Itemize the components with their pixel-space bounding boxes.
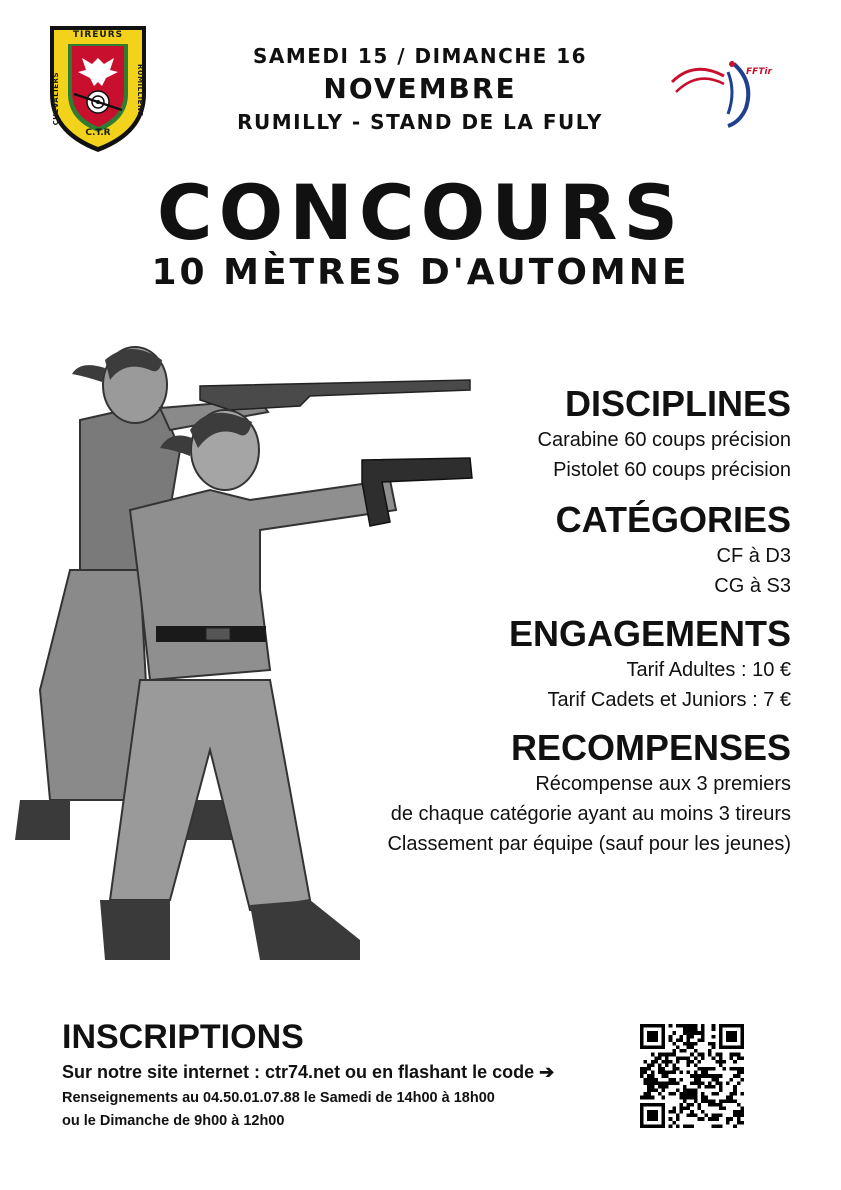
fftir-logo — [664, 52, 774, 132]
recompense-item: Classement par équipe (sauf pour les jeunes) — [387, 833, 791, 855]
info-column — [321, 383, 791, 871]
event-dates: SAMEDI 15 / DIMANCHE 16 — [252, 44, 588, 68]
engagements-section — [321, 613, 791, 715]
discipline-item: Pistolet 60 coups précision — [553, 459, 791, 481]
categories-heading: CATÉGORIES — [555, 499, 791, 540]
fftir-rooster-icon — [664, 52, 774, 132]
categories-section — [321, 499, 791, 601]
fftir-logo-text: FFTir — [746, 67, 772, 77]
logo-bottom-text: C.T.R — [85, 128, 111, 138]
qr-finder-pattern — [726, 1031, 737, 1042]
inscriptions-phone-line: Renseignements au 04.50.01.07.88 le Samedi de 14h00 à 18h00 — [62, 1090, 495, 1106]
poster-subtitle: 10 MÈTRES D'AUTOMNE — [151, 252, 690, 293]
event-location: RUMILLY - STAND DE LA FULY — [237, 110, 603, 134]
inscriptions-hours-line: ou le Dimanche de 9h00 à 12h00 — [62, 1113, 285, 1129]
recompense-item: de chaque catégorie ayant au moins 3 tireurs — [390, 803, 791, 825]
ctr-club-logo — [48, 24, 148, 154]
engagement-item: Tarif Cadets et Juniors : 7 € — [547, 689, 791, 711]
inscriptions-website-line — [62, 1062, 554, 1083]
qr-code-icon[interactable] — [640, 1024, 744, 1128]
category-item: CF à D3 — [716, 545, 791, 567]
recompense-item: Récompense aux 3 premiers — [535, 773, 791, 795]
event-month: NOVEMBRE — [323, 72, 517, 105]
logo-top-text: TIREURS — [72, 30, 124, 40]
inscriptions-heading: INSCRIPTIONS — [62, 1018, 304, 1056]
category-item: CG à S3 — [714, 575, 791, 597]
recompenses-section — [321, 727, 791, 859]
disciplines-section — [321, 383, 791, 485]
disciplines-heading: DISCIPLINES — [564, 383, 791, 424]
qr-finder-pattern — [647, 1110, 658, 1121]
qr-code-image — [640, 1024, 744, 1128]
poster-title: CONCOURS — [156, 168, 685, 257]
inscriptions-website-text: Sur notre site internet : ctr74.net ou en flashant le code — [62, 1062, 535, 1082]
engagement-item: Tarif Adultes : 10 € — [626, 659, 791, 681]
qr-finder-pattern — [647, 1031, 658, 1042]
discipline-item: Carabine 60 coups précision — [537, 429, 791, 451]
engagements-heading: ENGAGEMENTS — [508, 613, 791, 654]
logo-left-text: CHEVALIERS — [52, 72, 60, 126]
recompenses-heading: RECOMPENSES — [510, 727, 791, 768]
logo-right-text: RUMILLIENS — [136, 64, 144, 117]
arrow-right-icon: ➔ — [539, 1062, 555, 1082]
